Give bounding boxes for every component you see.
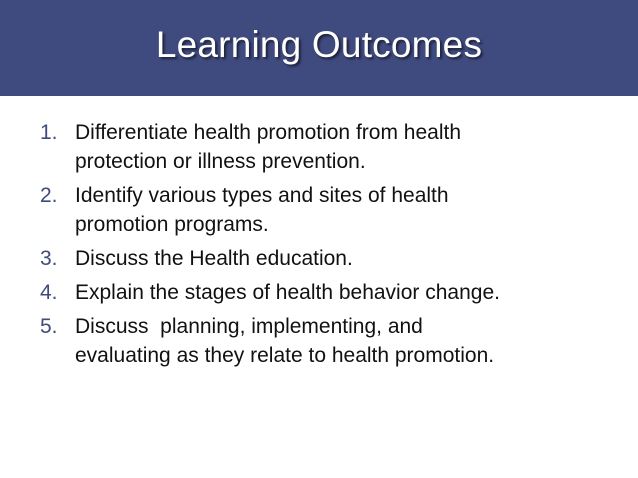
outcome-item bbox=[0, 278, 638, 307]
outcome-item bbox=[0, 118, 638, 176]
outcome-item bbox=[0, 312, 638, 370]
outcome-text: Identify various types and sites of health promotion programs. bbox=[75, 184, 449, 236]
outcome-text: Explain the stages of health behavior change. bbox=[75, 281, 500, 304]
outcome-number: 3. bbox=[40, 247, 58, 270]
outcome-list bbox=[0, 118, 638, 375]
outcome-number: 4. bbox=[40, 281, 58, 304]
outcome-text: Differentiate health promotion from health protection or illness prevention. bbox=[75, 121, 461, 173]
outcome-number: 2. bbox=[40, 184, 58, 207]
outcome-text: Discuss planning, implementing, and evaluating as they relate to health promotion. bbox=[75, 315, 495, 367]
title-bar bbox=[0, 0, 638, 96]
outcome-text: Discuss the Health education. bbox=[75, 247, 353, 270]
slide-title: Learning Outcomes bbox=[155, 24, 483, 65]
outcome-number: 1. bbox=[40, 121, 58, 144]
outcome-item bbox=[0, 181, 638, 239]
outcome-item bbox=[0, 244, 638, 273]
outcome-number: 5. bbox=[40, 315, 58, 338]
